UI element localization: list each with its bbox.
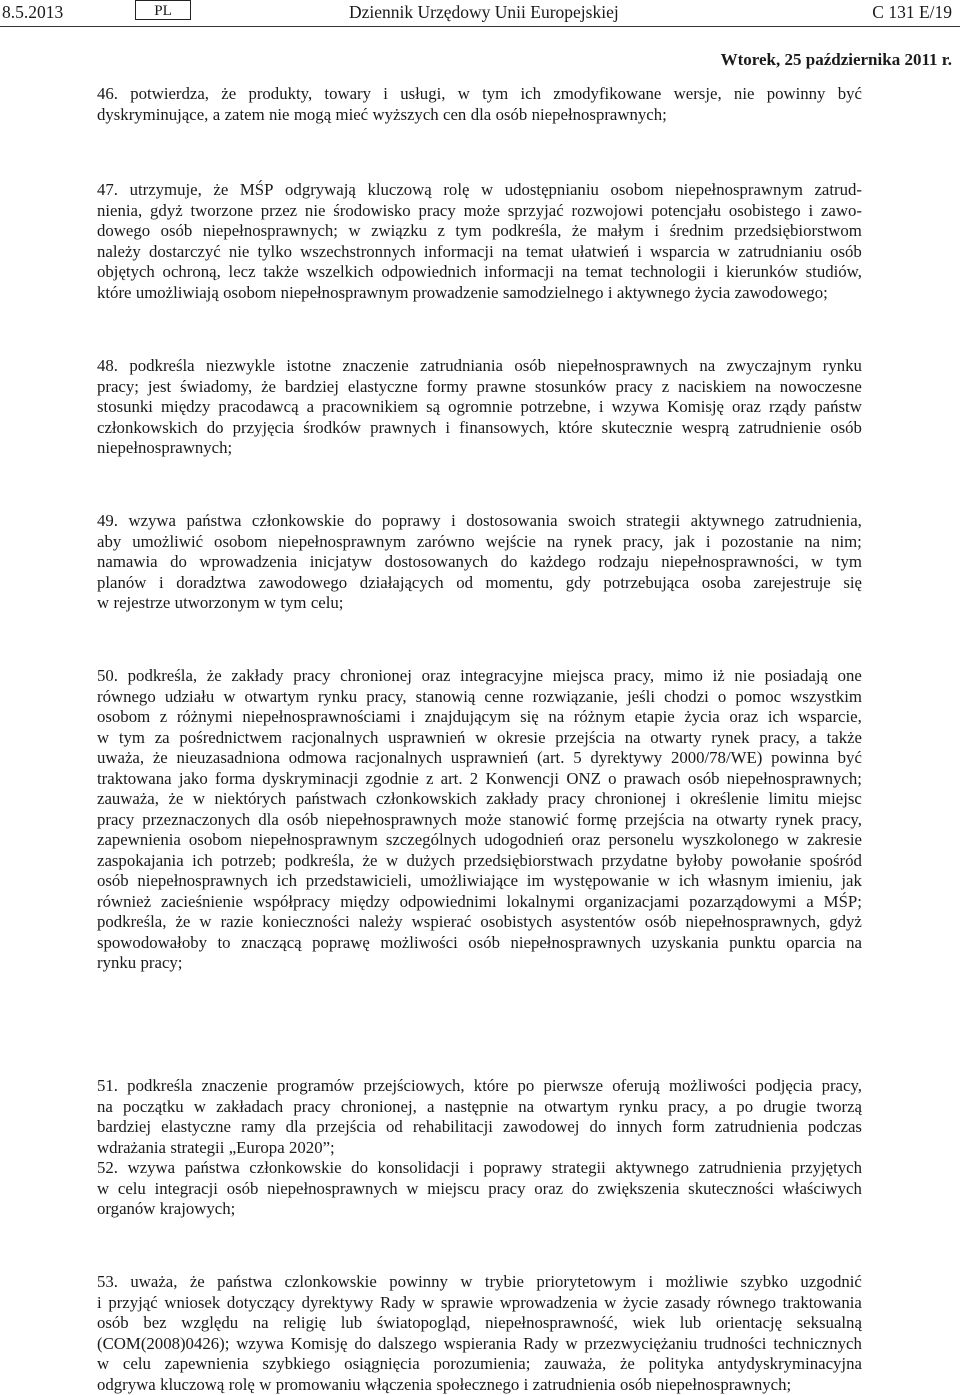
paragraph-line: zauważa, że w niektórych państwach członkowskich zakłady pracy chronionej i określenie limitu miejsc xyxy=(97,789,862,810)
paragraph-line: bardziej elastyczne ramy dla przejścia od rehabilitacji zawodowej do innych form zatrudnienia podczas xyxy=(97,1117,862,1138)
header-rule xyxy=(0,26,960,27)
paragraph-line: w rejestrze utworzonym w tym celu; xyxy=(97,593,862,614)
paragraph-line: odgrywa kluczową rolę w promowaniu włączenia społecznego i zatrudnienia osób niepełnosprawnych; xyxy=(97,1375,862,1395)
paragraph-49 xyxy=(97,511,862,614)
paragraph-line: osób bez względu na religię lub światopogląd, niepełnosprawność, wiek lub orientację seksualną xyxy=(97,1313,862,1334)
publication-date: 8.5.2013 xyxy=(2,2,63,23)
paragraph-line: równego udziału w otwartym rynku pracy, stanowią cenne rozwiązanie, jeśli chodzi o pomoc wszystkim xyxy=(97,687,862,708)
paragraph-line: objętych ochroną, lecz także wszelkich odpowiednich informacji na temat technologii i kierunków studiów, xyxy=(97,262,862,283)
paragraph-line: w celu integracji osób niepełnosprawnych w miejscu pracy oraz do zwiększenia skuteczności właściwych xyxy=(97,1179,862,1200)
paragraph-line: i przyjąć wniosek dotyczący dyrektywy Rady w sprawie wprowadzenia w życie zasady równego traktowania xyxy=(97,1293,862,1314)
paragraph-line: aby umożliwić osobom niepełnosprawnym zarówno wejście na rynek pracy, jak i pozostanie na nim; xyxy=(97,532,862,553)
paragraph-line: również zacieśnienie współpracy między odpowiednimi lokalnymi organizacjami pozarządowymi a MŚP; xyxy=(97,892,862,913)
paragraph-line: należy dostarczyć nie tylko wszechstronnych informacji na temat ułatwień i wsparcia w zatrudnianiu osób xyxy=(97,242,862,263)
paragraph-line: dyskryminujące, a zatem nie mogą mieć wyższych cen dla osób niepełnosprawnych; xyxy=(97,105,862,126)
paragraph-line: namawia do wprowadzenia inicjatyw dostosowanych do każdego rodzaju niepełnosprawności, w tym xyxy=(97,552,862,573)
paragraph-line: 53. uważa, że państwa czlonkowskie powinny w trybie priorytetowym i możliwie szybko uzgodnić xyxy=(97,1272,862,1293)
paragraph-line: pracy; jest świadomy, że bardziej elastyczne formy prawne stosunków pracy z naciskiem na nowoczesne xyxy=(97,377,862,398)
paragraph-line: zapewnienia osobom niepełnosprawnym szczególnych udogodnień oraz personelu wyszkolonego w zakresie xyxy=(97,830,862,851)
paragraph-47 xyxy=(97,180,862,303)
paragraph-line: wdrażania strategii „Europa 2020”; xyxy=(97,1138,862,1159)
paragraph-line: 49. wzywa państwa członkowskie do poprawy i dostosowania swoich strategii aktywnego zatrudnienia, xyxy=(97,511,862,532)
paragraph-line: 47. utrzymuje, że MŚP odgrywają kluczową rolę w udostępnianiu osobom niepełnosprawnym zatrud- xyxy=(97,180,862,201)
session-date: Wtorek, 25 października 2011 r. xyxy=(721,50,952,70)
paragraph-line: 46. potwierdza, że produkty, towary i usługi, w tym ich zmodyfikowane wersje, nie powinny być xyxy=(97,84,862,105)
paragraph-line: 51. podkreśla znaczenie programów przejściowych, które po pierwsze oferują możliwości podjęcia pracy, xyxy=(97,1076,862,1097)
paragraph-line: w celu zapewnienia szybkiego osiągnięcia porozumienia; zauważa, że polityka antydyskryminacyjna xyxy=(97,1354,862,1375)
language-code-box: PL xyxy=(135,0,191,20)
paragraph-line: zaspokajania ich potrzeb; podkreśla, że w dużych przedsiębiorstwach przydatne byłoby powołanie spośród xyxy=(97,851,862,872)
paragraph-line: 52. wzywa państwa członkowskie do konsolidacji i poprawy strategii aktywnego zatrudnienia przyjętych xyxy=(97,1158,862,1179)
paragraph-48 xyxy=(97,356,862,459)
paragraph-line: 50. podkreśla, że zakłady pracy chronionej oraz integracyjne miejsca pracy, mimo iż nie posiadają one xyxy=(97,666,862,687)
paragraph-line: planów i doradztwa zawodowego działających od momentu, gdy potrzebująca osoba zarejestruje się xyxy=(97,573,862,594)
paragraph-51 xyxy=(97,1076,862,1158)
paragraph-line: pracy przeznaczonych dla osób niepełnosprawnych może stanowić formę przejścia na otwarty rynek pracy, xyxy=(97,810,862,831)
paragraph-line: osobom z różnymi niepełnosprawnościami i znajdującym się na różnym etapie życia oraz ich wsparcie, xyxy=(97,707,862,728)
journal-reference: C 131 E/19 xyxy=(872,2,952,23)
paragraph-line: rynku pracy; xyxy=(97,953,862,974)
paragraph-line: niepełnosprawnych; xyxy=(97,438,862,459)
paragraph-line: spowodowałoby to znaczącą poprawę możliwości osób niepełnosprawnych uzyskania punktu oparcia na xyxy=(97,933,862,954)
paragraph-line: organów krajowych; xyxy=(97,1199,862,1220)
paragraph-line: na początku w zakładach pracy chronionej, a następnie na otwartym rynku pracy, a po drugie tworzą xyxy=(97,1097,862,1118)
paragraph-line: nienia, gdyż tworzone przez nie środowisko pracy może sprzyjać rozwojowi potencjału osobistego i zawo- xyxy=(97,201,862,222)
paragraph-line: członkowskich do przyjęcia środków prawnych i finansowych, które skutecznie wesprą zatrudnienie osób xyxy=(97,418,862,439)
paragraph-line: stosunki między pracodawcą a pracownikiem są ogromnie potrzebne, i wzywa Komisję oraz rządy państw xyxy=(97,397,862,418)
paragraph-line: 48. podkreśla niezwykle istotne znaczenie zatrudniania osób niepełnosprawnych na zwyczajnym rynku xyxy=(97,356,862,377)
paragraph-line: dowego osób niepełnosprawnych; w związku z tym podkreśla, że małym i średnim przedsiębiorstwom xyxy=(97,221,862,242)
paragraph-50 xyxy=(97,666,862,974)
paragraph-52 xyxy=(97,1158,862,1220)
paragraph-line: które umożliwiają osobom niepełnosprawnym prowadzenie samodzielnego i aktywnego życia zawodowego; xyxy=(97,283,862,304)
journal-header xyxy=(0,0,960,30)
paragraph-line: traktowana jako forma dyskryminacji zgodnie z art. 2 Konwencji ONZ o prawach osób niepełnosprawnych; xyxy=(97,769,862,790)
paragraph-line: osób niepełnosprawnych ich przedstawicieli, umożliwiające im występowanie w ich własnym imieniu, jak xyxy=(97,871,862,892)
paragraph-46 xyxy=(97,84,862,125)
journal-title: Dziennik Urzędowy Unii Europejskiej xyxy=(349,2,619,23)
paragraph-line: w tym za pośrednictwem racjonalnych usprawnień w okresie przejścia na otwarty rynek pracy, a także xyxy=(97,728,862,749)
paragraph-53 xyxy=(97,1272,862,1395)
paragraph-line: (COM(2008)0426); wzywa Komisję do dalszego wspierania Rady w przezwyciężaniu trudności technicznych xyxy=(97,1334,862,1355)
paragraph-line: uważa, że nieuzasadniona odmowa racjonalnych usprawnień (art. 5 dyrektywy 2000/78/WE) powinna być xyxy=(97,748,862,769)
paragraph-line: podkreśla, że w razie konieczności należy wspierać osobistych asystentów osób niepełnosprawnych, gdyż xyxy=(97,912,862,933)
